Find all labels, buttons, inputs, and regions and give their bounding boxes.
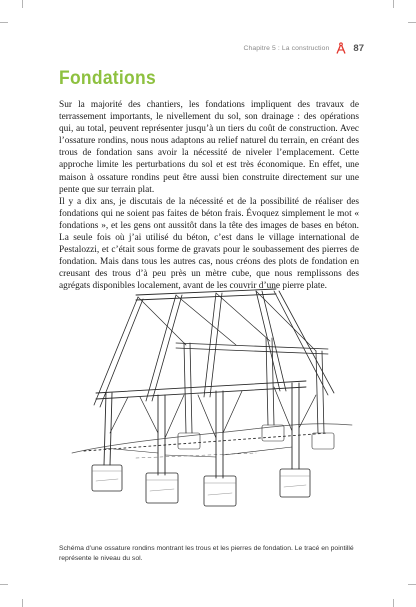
crop-mark [408,22,416,23]
crop-mark [0,584,8,585]
running-head [244,42,365,54]
paragraph: Sur la majorité des chantiers, les fondations impliquent des travaux de terrassement importants, le nivellement du sol, son drainage : des opérations qui, au total, peuvent représenter jusqu’à un tiers du coût de construction. Avec l’ossature rondins, nous nous adaptons au relief naturel du terrain, en créant des trous de fondation sans avoir la nécessité de niveler l’emplacement. Cette approche limite les perturbations du sol et est très économique. En effet, une maison à ossature rondins peut être aussi bien construite directement sur une pente que sur terrain plat. [59,100,359,195]
crop-mark [0,22,8,23]
crop-mark [393,599,394,607]
compass-icon [335,42,347,54]
crop-mark [22,0,23,8]
section-title: Fondations [59,68,156,89]
paragraph: Il y a dix ans, je discutais de la nécessité et de la possibilité de réaliser des fondations qui ne soient pas faites de béton frais. Évoquez simplement le mot « fondations », et les gens ont aussitôt dans la tête des images de bases en béton. La seule fois où j’ai utilisé du béton, c’est dans le village international de Pestalozzi, et c’était sous forme de gravats pour le soubassement des pierres de fondation. Mais dans tous les autres cas, nous créons des plots de fondation en creusant des trous d’à peu près un mètre cube, que nous remplissons des agrégats disponibles localement, avant de les couvrir d’une pierre plate. [59,196,359,292]
crop-mark [393,0,394,8]
crop-mark [22,599,23,607]
crop-mark [408,584,416,585]
page-number: 87 [353,42,364,54]
body-text [59,99,359,293]
roundwood-frame-illustration [66,283,356,523]
chapter-label: Chapitre 5 : La construction [243,44,330,52]
figure-caption: Schéma d’une ossature rondins montrant les trous et les pierres de fondation. Le tracé en pointillé représente le niveau du sol. [59,545,354,562]
